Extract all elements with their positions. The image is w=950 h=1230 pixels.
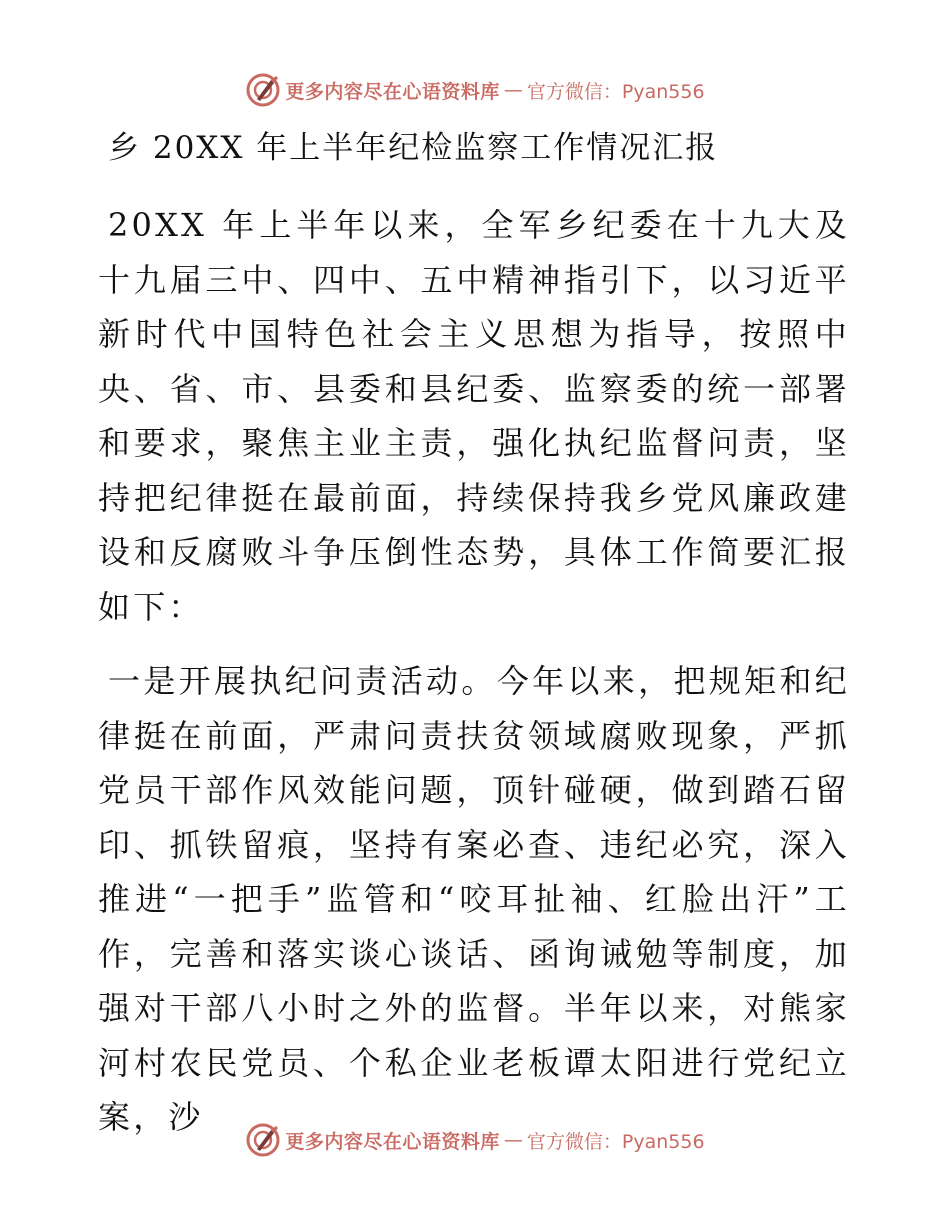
document-title: 乡 20XX 年上半年纪检监察工作情况汇报 xyxy=(108,130,719,166)
logo-icon xyxy=(245,1122,281,1158)
banner-wechat-id: 官方微信：Pyan556 xyxy=(526,1130,705,1153)
banner-promo-text: 更多内容尽在心语资料库 xyxy=(285,80,500,103)
paragraph-intro: 20XX 年上半年以来，全军乡纪委在十九大及十九届三中、四中、五中精神指引下，以习近平新时代中国特色社会主义思想为指导，按照中央、省、市、县委和县纪委、监察委的统一部署和要求，聚焦主业主责，强化执纪监督问责，坚持把纪律挺在最前面，持续保持我乡党风廉政建设和反腐败斗争压倒性态势，具体工作简要汇报如下： xyxy=(98,206,850,626)
footer-banner xyxy=(0,1120,950,1160)
logo-icon xyxy=(245,72,281,108)
banner-separator: — xyxy=(503,79,523,101)
paragraph-item-one: 一是开展执纪问责活动。今年以来，把规矩和纪律挺在前面，严肃问责扶贫领域腐败现象，严抓党员干部作风效能问题，顶针碰硬，做到踏石留印、抓铁留痕，坚持有案必查、违纪必究，深入推进“一把手”监管和“咬耳扯袖、红脸出汗”工作，完善和落实谈心谈话、函询诫勉等制度，加强对干部八小时之外的监督。半年以来，对熊家河村农民党员、个私企业老板谭太阳进行党纪立案，沙 xyxy=(98,662,850,1136)
document-body xyxy=(98,124,850,1145)
banner-wechat-id: 官方微信：Pyan556 xyxy=(526,80,705,103)
header-banner xyxy=(0,70,950,110)
banner-separator: — xyxy=(503,1129,523,1151)
banner-promo-text: 更多内容尽在心语资料库 xyxy=(285,1130,500,1153)
